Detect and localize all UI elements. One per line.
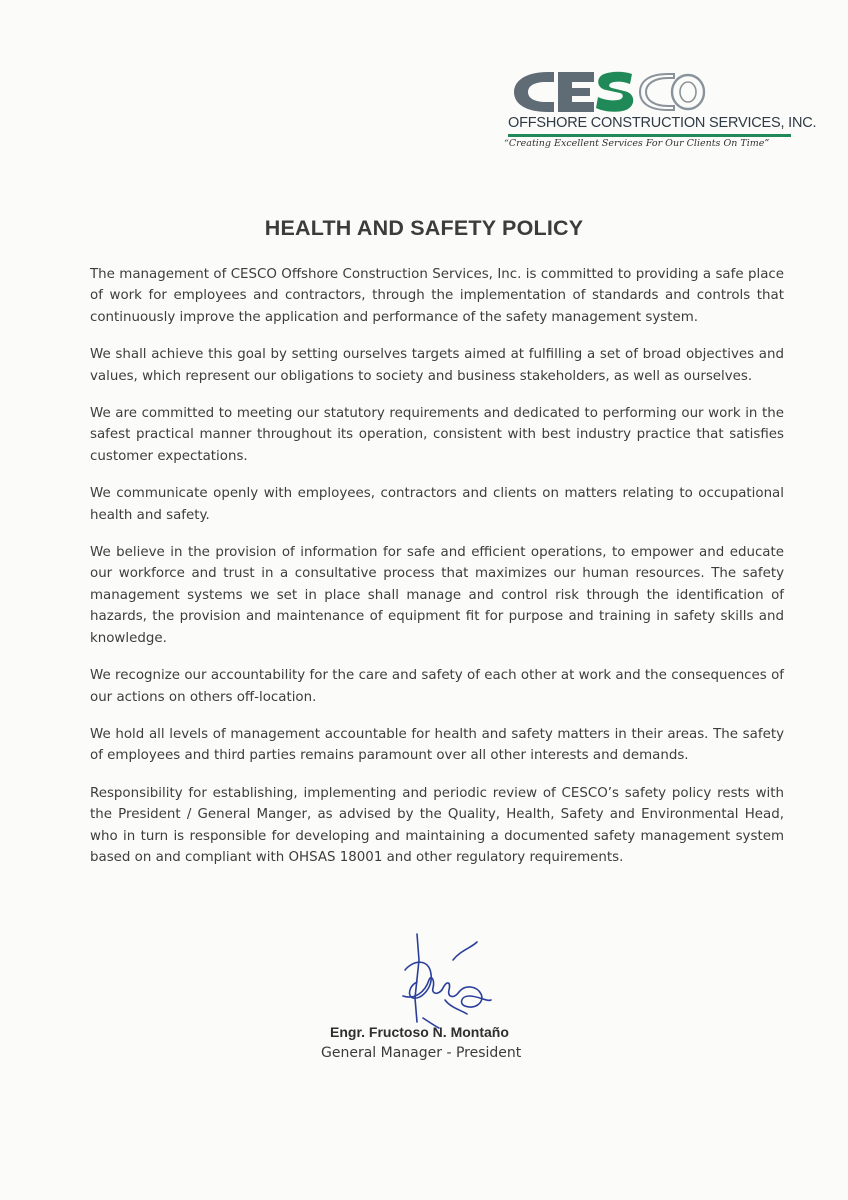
company-name: OFFSHORE CONSTRUCTION SERVICES, INC. xyxy=(508,115,817,131)
policy-paragraph: Responsibility for establishing, implementing and periodic review of CESCO’s safety policy rests with the President / General Manger, as advised by the Quality, Health, Safety and Environmental Head, who in turn is responsible for developing and maintaining a documented safety management system based on and compliant with OHSAS 18001 and other regulatory requirements. xyxy=(90,785,784,865)
document-title: HEALTH AND SAFETY POLICY xyxy=(264,216,584,240)
logo-divider xyxy=(508,134,791,137)
handwritten-signature xyxy=(395,930,505,1030)
policy-paragraph: We are committed to meeting our statutory requirements and dedicated to performing our work in the safest practical manner throughout its operation, consistent with best industry practice that satisfies customer expectations. xyxy=(90,406,784,464)
company-tagline: “Creating Excellent Services For Our Clients On Time” xyxy=(504,138,770,149)
policy-paragraph: We communicate openly with employees, contractors and clients on matters relating to occupational health and safety. xyxy=(90,486,784,523)
policy-body xyxy=(90,264,784,884)
signatory-position: General Manager - President xyxy=(321,1045,522,1061)
policy-paragraph: We shall achieve this goal by setting ourselves targets aimed at fulfilling a set of broad objectives and values, which represent our obligations to society and business stakeholders, as well as ourselves. xyxy=(90,347,784,384)
policy-paragraph: We recognize our accountability for the care and safety of each other at work and the consequences of our actions on others off-location. xyxy=(90,668,784,705)
policy-paragraph: The management of CESCO Offshore Construction Services, Inc. is committed to providing a safe place of work for employees and contractors, through the implementation of standards and controls that continuously improve the application and performance of the safety management system. xyxy=(90,267,784,325)
signatory-name: Engr. Fructoso N. Montaño xyxy=(330,1024,509,1040)
cesco-logo-mark xyxy=(508,66,708,118)
company-logo xyxy=(500,66,817,166)
policy-paragraph: We believe in the provision of information for safe and efficient operations, to empower and educate our workforce and trust in a consultative process that maximizes our human resources. The safety management systems we set in place shall manage and control risk through the identification of hazards, the provision and maintenance of equipment fit for purpose and training in safety skills and knowledge. xyxy=(90,545,784,646)
policy-paragraph: We hold all levels of management accountable for health and safety matters in their areas. The safety of employees and third parties remains paramount over all other interests and demands. xyxy=(90,726,784,764)
